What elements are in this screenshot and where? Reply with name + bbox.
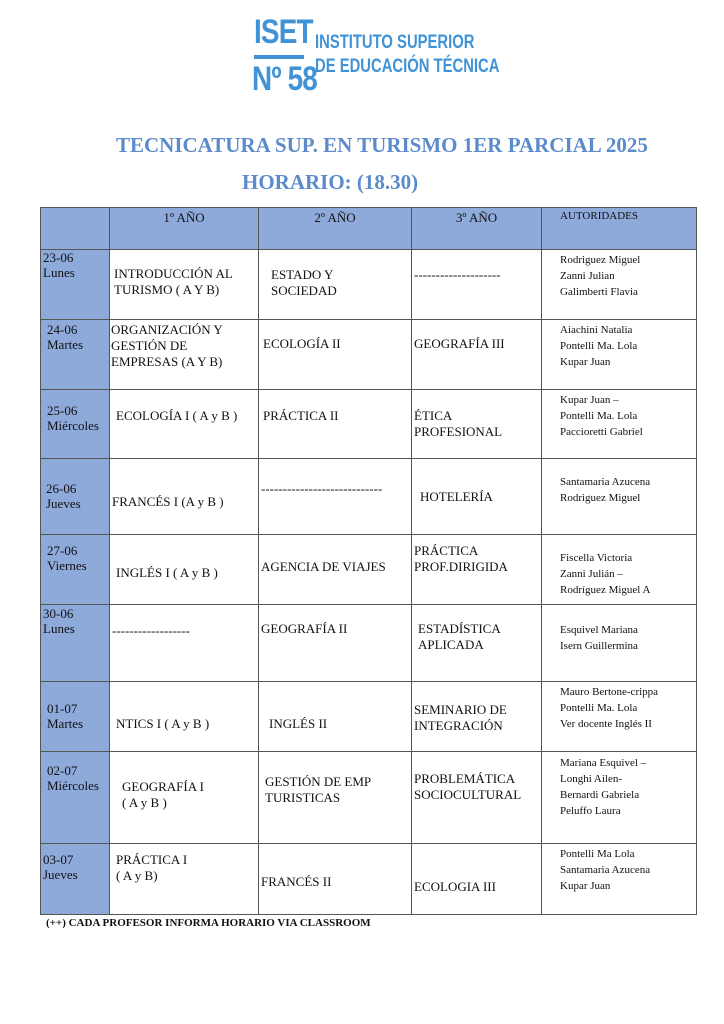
- date: 02-07 Miércoles: [47, 763, 99, 793]
- page-title: TECNICATURA SUP. EN TURISMO 1ER PARCIAL 2025: [116, 133, 648, 157]
- year1-subject-cell: [110, 250, 259, 320]
- date-cell: [41, 752, 110, 844]
- table-row: [41, 682, 697, 752]
- date: 25-06 Miércoles: [47, 403, 99, 433]
- table-row: [41, 844, 697, 915]
- year2-subject-cell: [259, 682, 412, 752]
- table-row: [41, 535, 697, 605]
- year3-subject-cell: [412, 752, 542, 844]
- year1-subject-cell: [110, 682, 259, 752]
- logo-rule: [254, 55, 304, 59]
- table-row: [41, 390, 697, 459]
- year3-subject: --------------------: [414, 267, 501, 282]
- logo-line-number: Nº 58: [252, 60, 317, 98]
- year1-subject-cell: [110, 752, 259, 844]
- year1-subject: NTICS I ( A y B ): [116, 716, 210, 731]
- year2-subject: GESTIÓN DE EMP TURISTICAS: [265, 774, 372, 805]
- year2-subject-cell: [259, 250, 412, 320]
- authority-name: Kupar Juan: [560, 356, 611, 368]
- year1-subject: INGLÉS I ( A y B ): [116, 565, 218, 580]
- authority-name: Longhi Ailen-: [560, 773, 623, 785]
- authorities-cell: [542, 682, 697, 752]
- year2-subject: ESTADO Y SOCIEDAD: [271, 267, 337, 298]
- authority-name: Aiachini Natalia: [560, 324, 633, 336]
- authority-name: Pontelli Ma. Lola: [560, 340, 638, 352]
- authority-name: Kupar Juan –: [560, 394, 619, 406]
- authority-name: Paccioretti Gabriel: [560, 426, 643, 438]
- year3-subject-cell: [412, 844, 542, 915]
- year2-subject: ----------------------------: [261, 481, 383, 496]
- authority-name: Zanni Julián –: [560, 568, 623, 580]
- year3-subject: ÉTICA PROFESIONAL: [414, 408, 503, 439]
- authority-name: Rodriguez Miguel: [560, 492, 641, 504]
- year1-subject: ECOLOGÍA I ( A y B ): [116, 408, 238, 423]
- authorities-cell: [542, 390, 697, 459]
- year1-subject: ------------------: [112, 623, 190, 638]
- header-date: [41, 208, 110, 250]
- date-cell: [41, 682, 110, 752]
- authority-name: Mauro Bertone-crippa: [560, 686, 659, 698]
- date: 01-07 Martes: [47, 701, 84, 731]
- authority-name: Galimberti Flavia: [560, 286, 638, 298]
- year1-subject: INTRODUCCIÓN AL TURISMO ( A Y B): [114, 266, 233, 297]
- table-row: [41, 605, 697, 682]
- date-cell: [41, 320, 110, 390]
- year2-subject-cell: [259, 320, 412, 390]
- exam-schedule-table: [40, 207, 697, 915]
- year2-subject: PRÁCTICA II: [263, 408, 339, 423]
- authority-name: Rodriguez Miguel: [560, 254, 641, 266]
- table-row: [41, 459, 697, 535]
- year3-subject-cell: [412, 390, 542, 459]
- date: 03-07 Jueves: [43, 852, 78, 882]
- year1-subject-cell: [110, 844, 259, 915]
- header-authorities: AUTORIDADES: [542, 208, 697, 250]
- authorities-cell: [542, 844, 697, 915]
- authority-name: Fiscella Victoria: [560, 552, 633, 564]
- schedule-time: HORARIO: (18.30): [242, 170, 419, 194]
- year2-subject: FRANCÉS II: [261, 874, 332, 889]
- year1-subject-cell: [110, 535, 259, 605]
- authorities-cell: [542, 535, 697, 605]
- authorities-cell: [542, 320, 697, 390]
- authority-name: Rodríguez Miguel A: [560, 584, 651, 596]
- year1-subject: GEOGRAFÍA I ( A y B ): [122, 779, 204, 810]
- logo-line-iset: ISET: [254, 13, 313, 51]
- authority-name: Zanni Julian: [560, 270, 615, 282]
- authority-name: Isern Guillermina: [560, 640, 638, 652]
- year3-subject: PROBLEMÁTICA SOCIOCULTURAL: [414, 771, 522, 802]
- authority-name: Pontelli Ma. Lola: [560, 410, 638, 422]
- header-year-1: 1º AÑO: [110, 208, 259, 250]
- date-cell: [41, 605, 110, 682]
- footnote: (++) CADA PROFESOR INFORMA HORARIO VIA CLASSROOM: [46, 917, 371, 929]
- header-year-2: 2º AÑO: [259, 208, 412, 250]
- logo-text-line1: INSTITUTO SUPERIOR: [315, 32, 475, 53]
- table-row: [41, 320, 697, 390]
- date: 27-06 Viernes: [47, 543, 87, 573]
- header-year-3: 3º AÑO: [412, 208, 542, 250]
- date-cell: [41, 844, 110, 915]
- institute-logo: [252, 13, 500, 102]
- year2-subject-cell: [259, 535, 412, 605]
- table-header-row: [41, 208, 697, 250]
- authorities-cell: [542, 250, 697, 320]
- date-cell: [41, 459, 110, 535]
- date-cell: [41, 535, 110, 605]
- year3-subject: PRÁCTICA PROF.DIRIGIDA: [414, 543, 508, 574]
- table-row: [41, 752, 697, 844]
- year2-subject-cell: [259, 605, 412, 682]
- authority-name: Kupar Juan: [560, 880, 611, 892]
- table-row: [41, 250, 697, 320]
- year3-subject-cell: [412, 459, 542, 535]
- year1-subject: FRANCÉS I (A y B ): [112, 494, 224, 509]
- year1-subject-cell: [110, 605, 259, 682]
- year1-subject-cell: [110, 390, 259, 459]
- authority-name: Santamaria Azucena: [560, 476, 651, 488]
- year3-subject: HOTELERÍA: [420, 489, 493, 504]
- year2-subject-cell: [259, 459, 412, 535]
- logo-text-line2: DE EDUCACIÓN TÉCNICA: [315, 56, 500, 77]
- date: 23-06 Lunes: [43, 250, 75, 280]
- year3-subject-cell: [412, 320, 542, 390]
- authority-name: Ver docente Inglés II: [560, 718, 652, 730]
- authorities-cell: [542, 605, 697, 682]
- authority-name: Mariana Esquivel –: [560, 757, 647, 769]
- authority-name: Bernardi Gabriela: [560, 789, 640, 801]
- year1-subject-cell: [110, 459, 259, 535]
- authority-name: Pontelli Ma. Lola: [560, 702, 638, 714]
- year2-subject-cell: [259, 752, 412, 844]
- year3-subject: ESTADÍSTICA APLICADA: [418, 621, 501, 652]
- date: 24-06 Martes: [47, 322, 84, 352]
- year2-subject: GEOGRAFÍA II: [261, 621, 348, 636]
- authority-name: Esquivel Mariana: [560, 624, 638, 636]
- year3-subject-cell: [412, 605, 542, 682]
- year1-subject: ORGANIZACIÓN Y GESTIÓN DE EMPRESAS (A Y B): [111, 322, 223, 369]
- year1-subject-cell: [110, 320, 259, 390]
- year3-subject-cell: [412, 250, 542, 320]
- authorities-cell: [542, 459, 697, 535]
- year3-subject-cell: [412, 535, 542, 605]
- year1-subject: PRÁCTICA I ( A y B): [116, 852, 188, 883]
- year2-subject-cell: [259, 390, 412, 459]
- authority-name: Pontelli Ma Lola: [560, 848, 635, 860]
- year2-subject: INGLÉS II: [269, 716, 328, 731]
- year2-subject: AGENCIA DE VIAJES: [261, 559, 386, 574]
- year3-subject: GEOGRAFÍA III: [414, 336, 505, 351]
- date: 26-06 Jueves: [46, 481, 81, 511]
- authorities-cell: [542, 752, 697, 844]
- year3-subject: SEMINARIO DE INTEGRACIÓN: [414, 702, 507, 733]
- date-cell: [41, 250, 110, 320]
- date-cell: [41, 390, 110, 459]
- year3-subject: ECOLOGIA III: [414, 879, 496, 894]
- logo-institute-name: [315, 31, 499, 79]
- year3-subject-cell: [412, 682, 542, 752]
- year2-subject: ECOLOGÍA II: [263, 336, 341, 351]
- date: 30-06 Lunes: [43, 606, 75, 636]
- authority-name: Santamaria Azucena: [560, 864, 651, 876]
- year2-subject-cell: [259, 844, 412, 915]
- authority-name: Peluffo Laura: [560, 805, 621, 817]
